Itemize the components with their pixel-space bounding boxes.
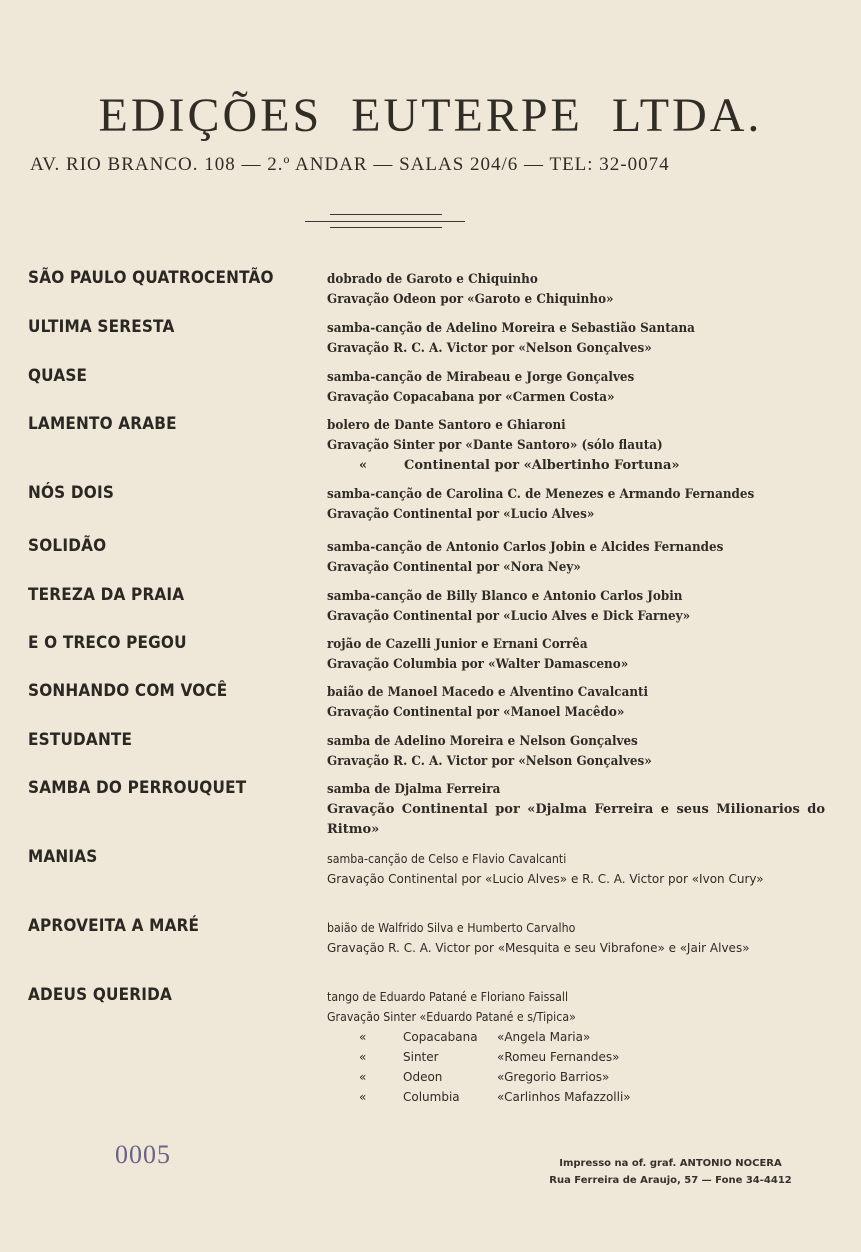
ditto-mark: «	[359, 1090, 367, 1104]
recording-line: Gravação Sinter «Eduardo Patané e s/Tipica»	[327, 1010, 576, 1024]
recording-line: Gravação Odeon por «Garoto e Chiquinho»	[327, 292, 614, 307]
record-label: Sinter	[403, 1050, 439, 1064]
ditto-mark: «	[359, 1050, 367, 1064]
extra-recording	[327, 1067, 825, 1087]
composer-line: samba de Adelino Moreira e Nelson Gonçalves	[327, 734, 638, 749]
song-title: APROVEITA A MARÉ	[28, 916, 200, 936]
song-title: SONHANDO COM VOCÊ	[28, 681, 228, 701]
song-title: QUASE	[28, 366, 88, 386]
song-title: SÃO PAULO QUATROCENTÃO	[28, 268, 274, 288]
composer-line: dobrado de Garoto e Chiquinho	[327, 272, 538, 287]
recording-line: Gravação Continental por «Djalma Ferreira e seus Milionarios do Ritmo»	[327, 802, 825, 837]
song-title: E O TRECO PEGOU	[28, 633, 187, 653]
recording-line: Gravação Copacabana por «Carmen Costa»	[327, 390, 615, 405]
composer-line: samba de Djalma Ferreira	[327, 782, 501, 797]
publisher-title: EDIÇÕES EUTERPE LTDA.	[98, 89, 763, 142]
song-title: SAMBA DO PERROUQUET	[28, 778, 247, 798]
extra-recording	[327, 456, 825, 476]
divider-line	[330, 214, 442, 215]
composer-line: baião de Manoel Macedo e Alventino Cavalcanti	[327, 685, 649, 700]
recording-line: Gravação R. C. A. Victor por «Mesquita e seu Vibrafone» e «Jair Alves»	[327, 941, 750, 955]
divider-line	[305, 221, 465, 222]
recording-line: Gravação R. C. A. Victor por «Nelson Gonçalves»	[327, 341, 652, 356]
ditto-mark: «	[359, 1070, 367, 1084]
printer-address: Rua Ferreira de Araujo, 57 — Fone 34-4412	[549, 1175, 792, 1186]
record-label: Odeon	[403, 1070, 443, 1084]
recording-line: Gravação Continental por «Lucio Alves e Dick Farney»	[327, 609, 691, 624]
composer-line: samba-canção de Billy Blanco e Antonio Carlos Jobin	[327, 589, 683, 604]
record-label: Copacabana	[403, 1030, 478, 1044]
ditto-mark: «	[359, 1030, 367, 1044]
performer: «Carlinhos Mafazzolli»	[497, 1090, 631, 1104]
recording-line: Gravação Continental por «Lucio Alves» e R. C. A. Victor por «Ivon Cury»	[327, 872, 764, 886]
recording-line: Gravação Continental por «Nora Ney»	[327, 560, 581, 575]
composer-line: samba-canção de Celso e Flavio Cavalcanti	[327, 852, 567, 866]
song-title: LAMENTO ARABE	[28, 414, 177, 434]
song-title: ULTIMA SERESTA	[28, 317, 175, 337]
recording-line: Gravação Continental por «Manoel Macêdo»	[327, 705, 625, 720]
song-title: SOLIDÃO	[28, 536, 107, 556]
recording-line: Gravação Columbia por «Walter Damasceno»	[327, 657, 629, 672]
recording-line: Gravação Sinter por «Dante Santoro» (sólo flauta)	[327, 438, 663, 453]
performer: «Angela Maria»	[497, 1030, 591, 1044]
publisher-address: AV. RIO BRANCO. 108 — 2.º ANDAR — SALAS 204/6 — TEL: 32-0074	[30, 154, 670, 175]
extra-recording	[327, 1087, 825, 1107]
composer-line: baião de Walfrido Silva e Humberto Carvalho	[327, 921, 576, 935]
composer-line: samba-canção de Carolina C. de Menezes e Armando Fernandes	[327, 487, 755, 502]
extra-recording	[327, 1027, 825, 1047]
printer-imprint	[548, 1155, 793, 1189]
composer-line: samba-canção de Adelino Moreira e Sebastião Santana	[327, 321, 695, 336]
performer: «Gregorio Barrios»	[497, 1070, 610, 1084]
composer-line: rojão de Cazelli Junior e Ernani Corrêa	[327, 637, 588, 652]
composer-line: tango de Eduardo Patané e Floriano Faissall	[327, 990, 569, 1004]
composer-line: bolero de Dante Santoro e Ghiaroni	[327, 418, 566, 433]
extra-recording	[327, 1047, 825, 1067]
ditto-mark: «	[359, 458, 368, 473]
printer-line: Impresso na of. graf. ANTONIO NOCERA	[559, 1158, 782, 1169]
record-label: Columbia	[403, 1090, 460, 1104]
song-title: ESTUDANTE	[28, 730, 133, 750]
composer-line: samba-canção de Mirabeau e Jorge Gonçalves	[327, 370, 635, 385]
song-title: ADEUS QUERIDA	[28, 985, 172, 1005]
recording-line: Gravação R. C. A. Victor por «Nelson Gonçalves»	[327, 754, 652, 769]
composer-line: samba-canção de Antonio Carlos Jobin e Alcides Fernandes	[327, 540, 724, 555]
extra-recording-text: Continental por «Albertinho Fortuna»	[404, 458, 680, 473]
catalog-number-stamp: 0005	[115, 1140, 171, 1169]
divider-line	[330, 227, 442, 228]
song-title: TEREZA DA PRAIA	[28, 585, 185, 605]
song-title: NÓS DOIS	[28, 483, 115, 503]
song-title: MANIAS	[28, 847, 98, 867]
recording-line: Gravação Continental por «Lucio Alves»	[327, 507, 595, 522]
performer: «Romeu Fernandes»	[497, 1050, 620, 1064]
